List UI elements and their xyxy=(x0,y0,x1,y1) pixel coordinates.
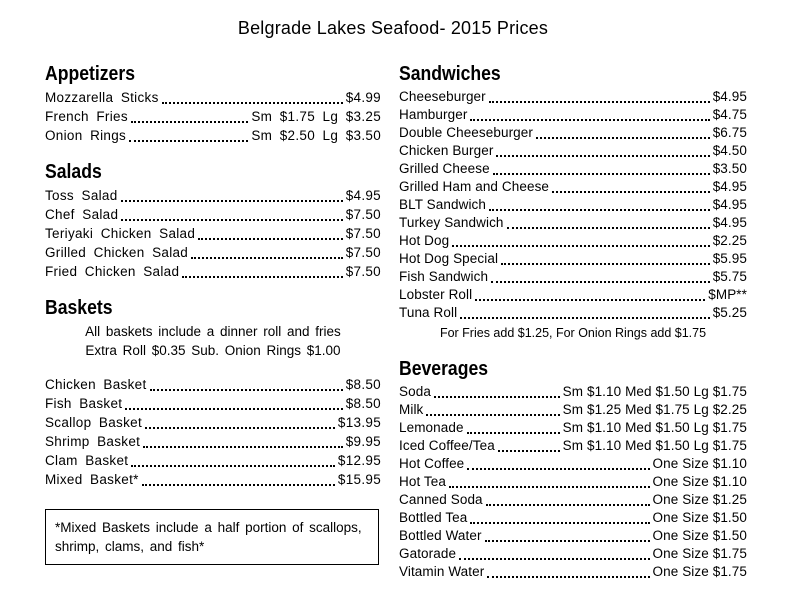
menu-item-price: $5.95 xyxy=(712,251,747,266)
dot-leader xyxy=(426,414,559,416)
dot-leader xyxy=(434,396,560,398)
menu-item-name: BLT Sandwich xyxy=(399,197,486,212)
menu-item-name: Milk xyxy=(399,402,424,417)
menu-item-row xyxy=(399,232,747,250)
baskets-items xyxy=(45,375,381,489)
menu-item-price: One Size $1.25 xyxy=(652,492,747,507)
dot-leader xyxy=(460,317,710,319)
salads-items xyxy=(45,186,381,281)
page-title: Belgrade Lakes Seafood- 2015 Prices xyxy=(237,18,549,38)
menu-item-name: Turkey Sandwich xyxy=(399,215,504,230)
baskets-note-line1: All baskets include a dinner roll and fries xyxy=(85,324,341,339)
menu-item-row xyxy=(399,268,747,286)
menu-item-row xyxy=(399,455,747,473)
menu-item-price: $4.95 xyxy=(712,179,747,194)
menu-item-row xyxy=(399,383,747,401)
menu-item-price: $7.50 xyxy=(345,226,381,241)
menu-item-row xyxy=(45,413,381,432)
menu-item-row xyxy=(399,527,747,545)
menu-item-price: $4.50 xyxy=(712,143,747,158)
menu-item-name: Onion Rings xyxy=(45,128,127,143)
menu-item-price: Sm $1.25 Med $1.75 Lg $2.25 xyxy=(562,402,747,417)
menu-item-name: Grilled Cheese xyxy=(399,161,490,176)
menu-item-price: $7.50 xyxy=(345,245,381,260)
section-beverages xyxy=(399,358,747,581)
menu-item-price: $6.75 xyxy=(712,125,747,140)
menu-item-row xyxy=(45,107,381,126)
menu-item-price: $8.50 xyxy=(345,377,381,392)
menu-item-price: One Size $1.75 xyxy=(652,564,747,579)
menu-item-name: Clam Basket xyxy=(45,453,129,468)
menu-item-row xyxy=(45,186,381,205)
menu-item-price: $4.75 xyxy=(712,107,747,122)
menu-item-name: Chef Salad xyxy=(45,207,119,222)
sandwiches-addons-footnote: For Fries add $1.25, For Onion Rings add $1.75 xyxy=(439,326,707,340)
menu-item-name: Hot Dog Special xyxy=(399,251,499,266)
mixed-basket-footnote-box: *Mixed Baskets include a half portion of scallops, shrimp, clams, and fish* xyxy=(45,509,379,565)
section-heading-appetizers: Appetizers xyxy=(45,63,135,85)
appetizers-items xyxy=(45,88,381,145)
menu-item-price: Sm $1.10 Med $1.50 Lg $1.75 xyxy=(562,384,747,399)
menu-item-name: Fried Chicken Salad xyxy=(45,264,180,279)
menu-item-name: Hot Dog xyxy=(399,233,450,248)
menu-item-price: Sm $1.10 Med $1.50 Lg $1.75 xyxy=(562,438,747,453)
dot-leader xyxy=(125,408,342,410)
menu-item-price: $8.50 xyxy=(345,396,381,411)
menu-item-name: Lobster Roll xyxy=(399,287,473,302)
menu-item-name: Fish Sandwich xyxy=(399,269,489,284)
dot-leader xyxy=(121,219,342,221)
menu-item-name: Tuna Roll xyxy=(399,305,458,320)
dot-leader xyxy=(150,389,343,391)
menu-item-row xyxy=(45,88,381,107)
menu-columns xyxy=(0,63,786,597)
menu-item-name: Canned Soda xyxy=(399,492,483,507)
dot-leader xyxy=(467,432,560,434)
menu-item-price: One Size $1.75 xyxy=(652,546,747,561)
dot-leader xyxy=(536,137,710,139)
menu-item-price: $MP** xyxy=(708,287,747,302)
dot-leader xyxy=(145,427,335,429)
dot-leader xyxy=(452,245,709,247)
menu-item-row xyxy=(399,124,747,142)
dot-leader xyxy=(191,257,343,259)
menu-item-row xyxy=(45,432,381,451)
menu-item-price: $7.50 xyxy=(345,264,381,279)
section-sandwiches xyxy=(399,63,747,342)
menu-item-name: Grilled Ham and Cheese xyxy=(399,179,550,194)
menu-item-row xyxy=(399,88,747,106)
menu-item-row xyxy=(45,375,381,394)
menu-item-price: $7.50 xyxy=(345,207,381,222)
menu-item-row xyxy=(399,214,747,232)
dot-leader xyxy=(467,468,649,470)
dot-leader xyxy=(507,227,710,229)
dot-leader xyxy=(493,173,710,175)
left-column xyxy=(45,63,381,597)
baskets-note-line2: Extra Roll $0.35 Sub. Onion Rings $1.00 xyxy=(85,343,341,358)
menu-item-row xyxy=(45,243,381,262)
menu-item-price: $4.95 xyxy=(712,89,747,104)
menu-item-name: Mozzarella Sticks xyxy=(45,90,159,105)
dot-leader xyxy=(491,281,710,283)
menu-item-name: Vitamin Water xyxy=(399,564,485,579)
menu-item-price: Sm $2.50 Lg $3.50 xyxy=(251,128,381,143)
menu-item-row xyxy=(45,262,381,281)
dot-leader xyxy=(552,191,710,193)
menu-item-price: $15.95 xyxy=(337,472,381,487)
section-heading-salads: Salads xyxy=(45,161,102,183)
dot-leader xyxy=(129,140,248,142)
dot-leader xyxy=(131,465,335,467)
menu-item-name: Soda xyxy=(399,384,431,399)
menu-item-name: Grilled Chicken Salad xyxy=(45,245,189,260)
menu-item-name: French Fries xyxy=(45,109,128,124)
section-heading-beverages: Beverages xyxy=(399,358,489,380)
menu-item-row xyxy=(45,126,381,145)
dot-leader xyxy=(501,263,710,265)
menu-item-row xyxy=(399,563,747,581)
menu-item-price: Sm $1.10 Med $1.50 Lg $1.75 xyxy=(562,420,747,435)
menu-item-price: $5.25 xyxy=(712,305,747,320)
dot-leader xyxy=(162,102,343,104)
dot-leader xyxy=(496,155,709,157)
section-appetizers xyxy=(45,63,381,145)
menu-item-name: Toss Salad xyxy=(45,188,118,203)
menu-item-name: Iced Coffee/Tea xyxy=(399,438,495,453)
menu-item-row xyxy=(399,509,747,527)
menu-item-name: Cheeseburger xyxy=(399,89,486,104)
menu-item-name: Chicken Basket xyxy=(45,377,147,392)
dot-leader xyxy=(198,238,343,240)
right-column xyxy=(399,63,747,597)
dot-leader xyxy=(182,276,342,278)
dot-leader xyxy=(470,522,649,524)
menu-item-row xyxy=(399,142,747,160)
menu-item-name: Mixed Basket* xyxy=(45,472,139,487)
dot-leader xyxy=(131,121,248,123)
menu-item-name: Chicken Burger xyxy=(399,143,494,158)
menu-item-row xyxy=(45,224,381,243)
menu-item-row xyxy=(399,437,747,455)
dot-leader xyxy=(449,486,650,488)
dot-leader xyxy=(489,101,710,103)
menu-item-row xyxy=(399,401,747,419)
menu-item-price: Sm $1.75 Lg $3.25 xyxy=(251,109,381,124)
menu-item-price: $12.95 xyxy=(337,453,381,468)
menu-item-row xyxy=(399,196,747,214)
menu-item-price: $13.95 xyxy=(337,415,381,430)
dot-leader xyxy=(470,119,709,121)
menu-item-row xyxy=(45,394,381,413)
section-heading-sandwiches: Sandwiches xyxy=(399,63,501,85)
menu-item-price: $5.75 xyxy=(712,269,747,284)
menu-item-name: Gatorade xyxy=(399,546,457,561)
menu-item-price: One Size $1.10 xyxy=(652,456,747,471)
menu-item-price: $2.25 xyxy=(712,233,747,248)
menu-item-name: Bottled Tea xyxy=(399,510,468,525)
dot-leader xyxy=(475,299,705,301)
menu-item-row xyxy=(45,470,381,489)
menu-item-row xyxy=(399,545,747,563)
menu-item-row xyxy=(399,160,747,178)
menu-item-row xyxy=(45,205,381,224)
menu-item-row xyxy=(399,419,747,437)
section-heading-baskets: Baskets xyxy=(45,297,113,319)
menu-item-row xyxy=(399,473,747,491)
menu-item-row xyxy=(399,286,747,304)
menu-item-name: Double Cheeseburger xyxy=(399,125,533,140)
menu-item-name: Shrimp Basket xyxy=(45,434,141,449)
beverages-items xyxy=(399,383,747,581)
menu-item-name: Bottled Water xyxy=(399,528,482,543)
dot-leader xyxy=(121,200,343,202)
menu-item-price: One Size $1.50 xyxy=(652,510,747,525)
menu-item-row xyxy=(399,304,747,322)
menu-item-price: $3.50 xyxy=(712,161,747,176)
menu-item-name: Lemonade xyxy=(399,420,464,435)
section-baskets xyxy=(45,297,381,565)
dot-leader xyxy=(486,504,650,506)
menu-item-price: One Size $1.50 xyxy=(652,528,747,543)
dot-leader xyxy=(489,209,710,211)
menu-item-name: Teriyaki Chicken Salad xyxy=(45,226,196,241)
menu-item-row xyxy=(45,451,381,470)
dot-leader xyxy=(487,576,649,578)
menu-item-price: One Size $1.10 xyxy=(652,474,747,489)
section-salads xyxy=(45,161,381,281)
menu-item-price: $4.99 xyxy=(345,90,381,105)
dot-leader xyxy=(143,446,343,448)
menu-item-price: $9.95 xyxy=(345,434,381,449)
menu-item-name: Hot Tea xyxy=(399,474,446,489)
menu-item-name: Scallop Basket xyxy=(45,415,142,430)
sandwiches-items xyxy=(399,88,747,322)
menu-item-price: $4.95 xyxy=(712,197,747,212)
menu-item-row xyxy=(399,178,747,196)
dot-leader xyxy=(498,450,560,452)
menu-item-price: $4.95 xyxy=(345,188,381,203)
menu-item-price: $4.95 xyxy=(712,215,747,230)
menu-item-name: Hamburger xyxy=(399,107,468,122)
dot-leader xyxy=(459,558,649,560)
menu-item-name: Hot Coffee xyxy=(399,456,465,471)
menu-item-row xyxy=(399,491,747,509)
dot-leader xyxy=(142,484,335,486)
menu-item-row xyxy=(399,106,747,124)
dot-leader xyxy=(485,540,650,542)
menu-item-row xyxy=(399,250,747,268)
menu-item-name: Fish Basket xyxy=(45,396,123,411)
